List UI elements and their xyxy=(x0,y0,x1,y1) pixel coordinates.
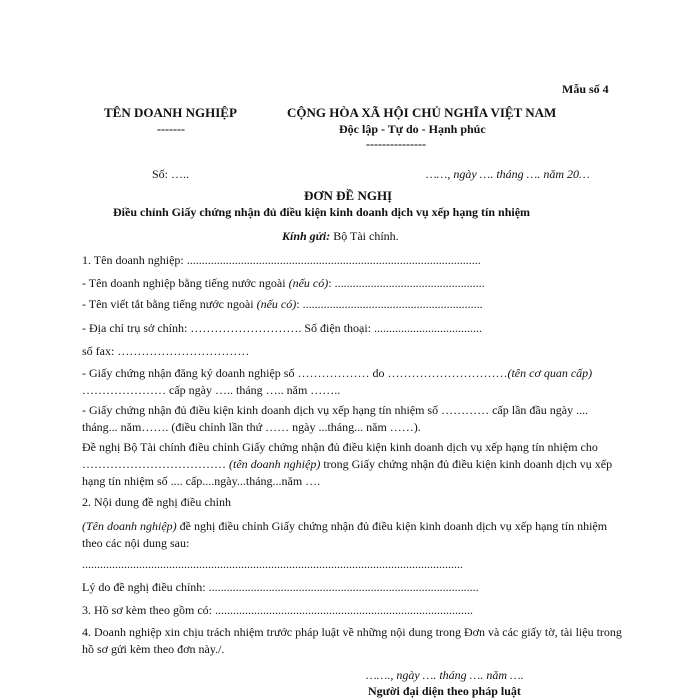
adjustment-text: đề nghị điều chỉnh Giấy chứng nhận đủ điều kiện kinh doanh dịch vụ xếp hạng tín nhiệm theo các nội dung sau: xyxy=(82,519,608,550)
signature-title: Người đại diện theo pháp luật xyxy=(368,684,521,698)
line-attachments: 3. Hồ sơ kèm theo gồm có: ...................................................................................... xyxy=(82,603,473,617)
abbrev-name-label: - Tên viết tắt bằng tiếng nước ngoài xyxy=(82,297,257,311)
section-adjustment-content: 2. Nội dung đề nghị điều chỉnh xyxy=(82,495,231,509)
document-number: Số: ….. xyxy=(152,167,190,181)
paragraph-certificate: - Giấy chứng nhận đủ điều kiện kinh doanh dịch vụ xếp hạng tín nhiệm số ………… cấp lần đầu ngày .... tháng... năm……. (điều chỉnh lần thứ …… ngày ...tháng... năm ……). xyxy=(82,403,589,434)
signature-date: ……., ngày …. tháng …. năm …. xyxy=(366,668,524,682)
paragraph-request xyxy=(82,439,622,490)
foreign-name-label: - Tên doanh nghiệp bằng tiếng nước ngoài xyxy=(82,276,289,290)
nation-heading: CỘNG HÒA XÃ HỘI CHỦ NGHĨA VIỆT NAM xyxy=(287,105,557,120)
recipient-label: Kính gửi: xyxy=(282,229,331,243)
foreign-name-dots: : .................................................. xyxy=(328,276,485,290)
adjustment-company-note: (Tên doanh nghiệp) xyxy=(82,519,177,533)
line-address-phone: - Địa chỉ trụ sở chính: ………………………. Số điện thoại: .................................... xyxy=(82,321,482,335)
registration-text: - Giấy chứng nhận đăng ký doanh nghiệp số ……………… do ………………………… xyxy=(82,366,508,380)
company-divider: ------- xyxy=(157,122,185,136)
recipient-line xyxy=(282,229,399,244)
abbrev-name-dots: : ............................................................ xyxy=(296,297,483,311)
request-cert-text: trong Giấy chứng nhận đủ điều kiện kinh doanh dịch vụ xếp hạng tín nhiệm số .... cấp....ngày...tháng...năm …. xyxy=(82,457,613,488)
form-number: Mẫu số 4 xyxy=(562,82,609,96)
abbrev-name-note: (nếu có) xyxy=(256,297,297,311)
paragraph-adjustment xyxy=(82,518,622,552)
foreign-name-note: (nếu có) xyxy=(288,276,329,290)
line-foreign-name xyxy=(82,276,485,291)
nation-motto: Độc lập - Tự do - Hạnh phúc xyxy=(339,122,486,136)
request-company-note: (tên doanh nghiệp) xyxy=(229,457,321,471)
company-name-label: TÊN DOANH NGHIỆP xyxy=(104,105,237,120)
paragraph-commitment: 4. Doanh nghiệp xin chịu trách nhiệm trước pháp luật về những nội dung trong Đơn và các giấy tờ, tài liệu trong hồ sơ gửi kèm theo đơn này./. xyxy=(82,625,622,656)
request-text: Đề nghị Bộ Tài chính điều chỉnh Giấy chứng nhận đủ điều kiện kinh doanh dịch vụ xếp hạng tín nhiệm cho ……………………………… xyxy=(82,440,598,471)
motto-divider: --------------- xyxy=(366,137,426,151)
document-date: ……, ngày …. tháng …. năm 20… xyxy=(426,167,590,181)
registration-date-text: ………………… cấp ngày ….. tháng ….. năm …….. xyxy=(82,383,341,397)
recipient-value: Bộ Tài chính. xyxy=(330,229,399,243)
line-company-name: 1. Tên doanh nghiệp: .................................................................................................. xyxy=(82,253,481,267)
line-reason: Lý do đề nghị điều chỉnh: .......................................................................................... xyxy=(82,580,479,594)
document-subtitle: Điều chỉnh Giấy chứng nhận đủ điều kiện kinh doanh dịch vụ xếp hạng tín nhiệm xyxy=(113,205,531,219)
line-fax: số fax: …………………………… xyxy=(82,344,250,358)
paragraph-business-registration xyxy=(82,365,622,399)
registration-issuer-note: (tên cơ quan cấp) xyxy=(507,366,593,380)
line-abbrev-name xyxy=(82,297,483,312)
document-title: ĐƠN ĐỀ NGHỊ xyxy=(304,188,393,203)
line-adjustment-dots: ............................................................................................................................... xyxy=(82,557,463,571)
